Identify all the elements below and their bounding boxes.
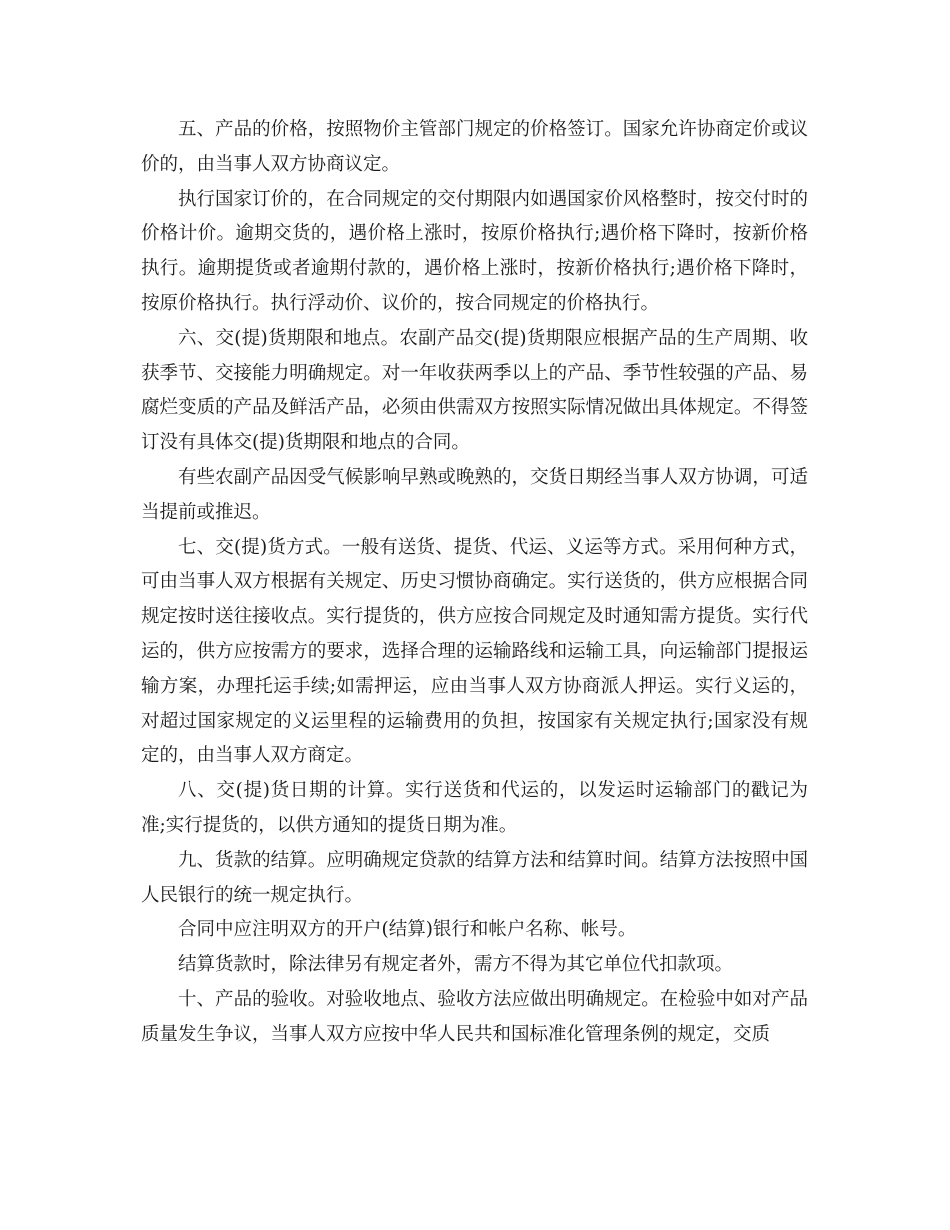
paragraph-delivery-period: 六、交(提)货期限和地点。农副产品交(提)货期限应根据产品的生产周期、收获季节、交接能力明确规定。对一年收获两季以上的产品、季节性较强的产品、易腐烂变质的产品及鲜活产品，必须由供需双方按照实际情况做出具体规定。不得签订没有具体交(提)货期限和地点的合同。 <box>141 327 808 454</box>
document-body <box>141 113 808 1053</box>
paragraph-delivery-adjustment: 有些农副产品因受气候影响早熟或晚熟的，交货日期经当事人双方协调，可适当提前或推迟。 <box>141 466 808 523</box>
paragraph-bank-account: 合同中应注明双方的开户(结算)银行和帐户名称、帐号。 <box>178 919 637 941</box>
paragraph-payment: 九、货款的结算。应明确规定贷款的结算方法和结算时间。结算方法按照中国人民银行的统一规定执行。 <box>141 849 808 906</box>
paragraph-inspection: 十、产品的验收。对验收地点、验收方法应做出明确规定。在检验中如对产品质量发生争议，当事人双方应按中华人民共和国标准化管理条例的规定，交质 <box>141 988 808 1045</box>
paragraph-price: 五、产品的价格，按照物价主管部门规定的价格签订。国家允许协商定价或议价的，由当事人双方协商议定。 <box>141 119 808 175</box>
paragraph-deduction: 结算货款时，除法律另有规定者外，需方不得为其它单位代扣款项。 <box>178 954 734 976</box>
paragraph-price-execution: 执行国家订价的，在合同规定的交付期限内如遇国家价风格整时，按交付时的价格计价。逾期交货的，遇价格上涨时，按原价格执行;遇价格下降时，按新价格执行。逾期提货或者逾期付款的，遇价格上涨时，按新价格执行;遇价格下降时，按原价格执行。执行浮动价、议价的，按合同规定的价格执行。 <box>141 188 808 314</box>
paragraph-delivery-method: 七、交(提)货方式。一般有送货、提货、代运、义运等方式。采用何种方式，可由当事人双方根据有关规定、历史习惯协商确定。实行送货的，供方应根据合同规定按时送往接收点。实行提货的，供方应按合同规定及时通知需方提货。实行代运的，供方应按需方的要求，选择合理的运输路线和运输工具，向运输部门提报运输方案，办理托运手续;如需押运，应由当事人双方协商派人押运。实行义运的，对超过国家规定的义运里程的运输费用的负担，按国家有关规定执行;国家没有规定的，由当事人双方商定。 <box>141 536 808 767</box>
paragraph-delivery-date: 八、交(提)货日期的计算。实行送货和代运的，以发运时运输部门的戳记为准;实行提货的，以供方通知的提货日期为准。 <box>141 780 808 836</box>
